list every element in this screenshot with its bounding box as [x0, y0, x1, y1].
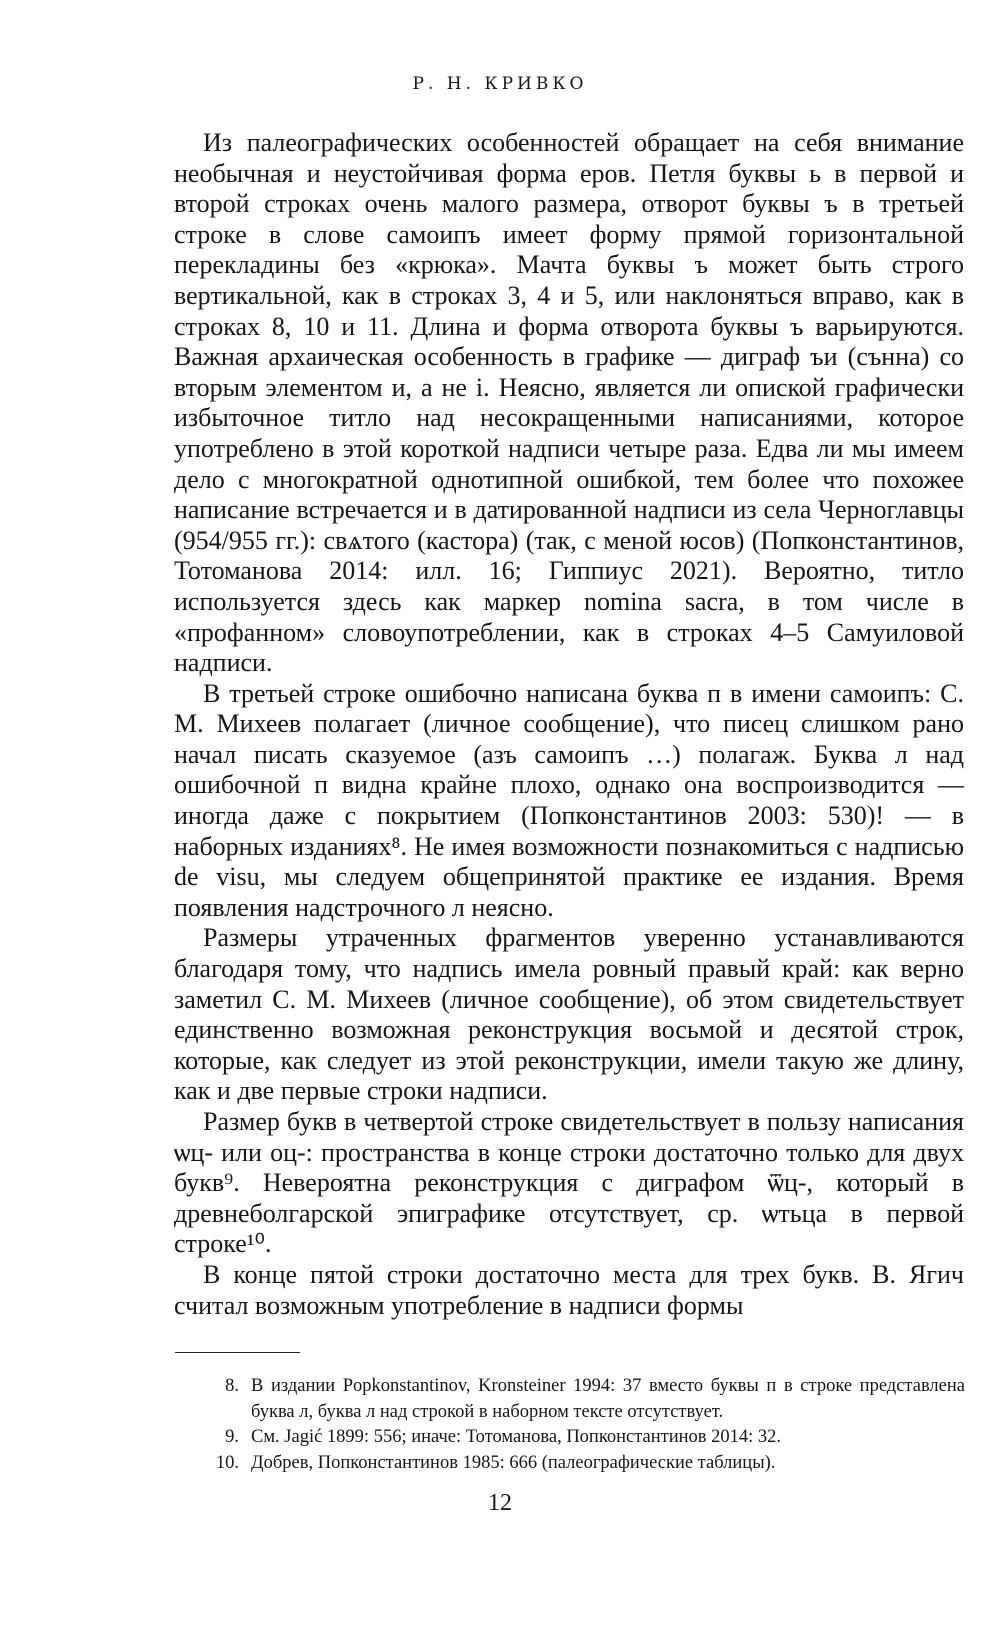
footnote-text: В издании Popkonstantinov, Kronsteiner 1994: 37 вместо буквы п в строке представлена буква л, буква л над строкой в наборном тексте отсутствует. — [251, 1376, 965, 1422]
footnote-number: 10. — [215, 1452, 239, 1473]
footnote-text: См. Jagić 1899: 556; иначе: Тотоманова, Попконстантинов 2014: 32. — [251, 1427, 782, 1447]
paragraph: В третьей строке ошибочно написана буква п в имени самоипъ: С. М. Михеев полагает (личное сообщение), что писец слишком рано начал писать сказуемое (азъ самоипъ …) полагаж. Буква л над ошибочной п видна крайне плохо, однако она воспроизводится — иногда даже с покрытием (Попконстантинов 2003: 530)! — в наборных изданиях⁸. Не имея возможности познакомиться с надписью de visu, мы следуем общепринятой практике ее издания. Время появления надстрочного л неясно. — [174, 678, 964, 922]
page-number: 12 — [488, 1490, 512, 1516]
running-header: Р. Н. КРИВКО — [412, 74, 588, 94]
body-text — [174, 128, 964, 1321]
footnote-number: 8. — [225, 1376, 239, 1396]
footnote-number: 9. — [225, 1427, 239, 1447]
footnotes — [175, 1374, 965, 1476]
paragraph: Размеры утраченных фрагментов уверенно устанавливаются благодаря тому, что надпись имела ровный правый край: как верно заметил С. М. Михеев (личное сообщение), об этом свидетельствует единственно возможная реконструкция восьмой и десятой строк, которые, как следует из этой реконструкции, имели такую же длину, как и две первые строки надписи. — [174, 923, 964, 1106]
footnote — [175, 1374, 965, 1425]
paragraph: Из палеографических особенностей обращает на себя внимание необычная и неустойчивая форма еров. Петля буквы ь в первой и второй строках очень малого размера, отворот буквы ъ в третьей строке в слове самоипъ имеет форму прямой горизонтальной перекладины без «крюка». Мачта буквы ъ может быть строго вертикальной, как в строках 3, 4 и 5, или наклоняться вправо, как в строках 8, 10 и 11. Длина и форма отворота буквы ъ варьируются. Важная архаическая особенность в графике — диграф ъи (сънна) со вторым элементом и, а не і. Неясно, является ли опиской графически избыточное титло над несокращенными написаниями, которое употреблено в этой короткой надписи четыре раза. Едва ли мы имеем дело с многократной однотипной ошибкой, тем более что похожее написание встречается и в датированной надписи из села Черноглавцы (954/955 гг.): свѧтого (кастора) (так, с меной юсов) (Попконстантинов, Тотоманова 2014: илл. 16; Гиппиус 2021). Вероятно, титло используется здесь как маркер nomina sacra, в том числе в «профанном» словоупотреблении, как в строках 4–5 Самуиловой надписи. — [174, 128, 964, 678]
footnote-divider — [175, 1352, 300, 1353]
footnote — [175, 1451, 965, 1477]
footnote-text: Добрев, Попконстантинов 1985: 666 (палеографические таблицы). — [251, 1452, 776, 1473]
paragraph: В конце пятой строки достаточно места для трех букв. В. Ягич считал возможным употребление в надписи формы — [174, 1259, 964, 1320]
footnote — [175, 1425, 965, 1451]
paragraph: Размер букв в четвертой строке свидетельствует в пользу написания ѡц- или оц-: пространства в конце строки достаточно только для двух букв⁹. Невероятна реконструкция с диграфом ѿц-, который в древнеболгарской эпиграфике отсутствует, ср. ѡтьца в первой строке¹⁰. — [174, 1107, 964, 1259]
